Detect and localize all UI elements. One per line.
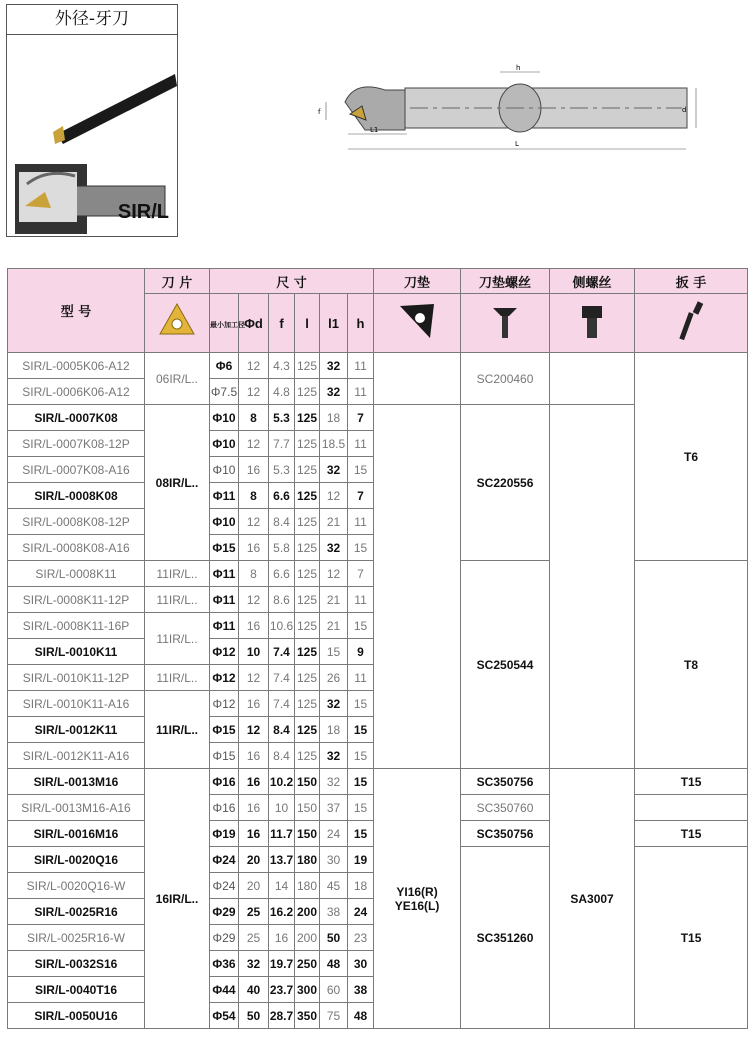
col-l: l [295,294,320,353]
l1-cell: 75 [320,1003,348,1029]
wrench-cell: T6 [635,353,748,561]
l-cell: 125 [295,717,320,743]
l-cell: 125 [295,353,320,379]
l1-cell: 32 [320,379,348,405]
model-cell: SIR/L-0008K11-16P [8,613,145,639]
h-cell: 7 [348,483,374,509]
h-cell: 11 [348,509,374,535]
l1-cell: 15 [320,639,348,665]
side-screw-icon [550,294,635,353]
l-cell: 125 [295,639,320,665]
d-cell: 10 [239,639,269,665]
min-bore-cell: Φ10 [210,457,239,483]
wrench-cell: T15 [635,821,748,847]
insert-cell: 06IR/L.. [145,353,210,405]
d-cell: 16 [239,769,269,795]
l-cell: 150 [295,821,320,847]
col-shim-screw: 刀垫螺丝 [461,269,550,294]
h-cell: 11 [348,379,374,405]
min-bore-cell: Φ54 [210,1003,239,1029]
f-cell: 7.4 [269,691,295,717]
model-cell: SIR/L-0008K08-A16 [8,535,145,561]
model-cell: SIR/L-0008K11 [8,561,145,587]
model-cell: SIR/L-0025R16 [8,899,145,925]
d-cell: 16 [239,535,269,561]
model-cell: SIR/L-0008K08 [8,483,145,509]
d-cell: 20 [239,873,269,899]
label-L1: L1 [370,126,379,134]
model-cell: SIR/L-0013M16 [8,769,145,795]
model-cell: SIR/L-0012K11-A16 [8,743,145,769]
min-bore-cell: Φ44 [210,977,239,1003]
shim-cell [374,353,461,405]
l1-cell: 50 [320,925,348,951]
min-bore-cell: Φ11 [210,483,239,509]
min-bore-cell: Φ7.5 [210,379,239,405]
col-h: h [348,294,374,353]
l-cell: 200 [295,899,320,925]
l1-cell: 21 [320,613,348,639]
wrench-cell: T15 [635,847,748,1029]
l-cell: 180 [295,873,320,899]
insert-cell: 16IR/L.. [145,769,210,1029]
d-cell: 16 [239,691,269,717]
d-cell: 16 [239,613,269,639]
l1-cell: 32 [320,457,348,483]
wrench-icon [635,294,748,353]
h-cell: 11 [348,353,374,379]
wrench-cell: T8 [635,561,748,769]
col-insert: 刀 片 [145,269,210,294]
l-cell: 250 [295,951,320,977]
l1-cell: 30 [320,847,348,873]
h-cell: 19 [348,847,374,873]
l1-cell: 60 [320,977,348,1003]
insert-cell: 08IR/L.. [145,405,210,561]
l-cell: 125 [295,613,320,639]
shim-screw-cell: SC220556 [461,405,550,561]
d-cell: 16 [239,795,269,821]
tool-bar-photo [53,74,177,144]
l1-cell: 12 [320,561,348,587]
l-cell: 125 [295,431,320,457]
l1-cell: 37 [320,795,348,821]
h-cell: 9 [348,639,374,665]
insert-cell: 11IR/L.. [145,665,210,691]
l-cell: 150 [295,769,320,795]
shim-screw-cell: SC350756 [461,821,550,847]
l-cell: 350 [295,1003,320,1029]
product-code: SIR/L [117,201,169,223]
shim-icon [374,294,461,353]
min-bore-cell: Φ29 [210,899,239,925]
f-cell: 19.7 [269,951,295,977]
l-cell: 150 [295,795,320,821]
l1-cell: 18 [320,405,348,431]
d-cell: 12 [239,509,269,535]
h-cell: 48 [348,1003,374,1029]
d-cell: 12 [239,665,269,691]
h-cell: 15 [348,691,374,717]
h-cell: 15 [348,457,374,483]
l-cell: 125 [295,561,320,587]
f-cell: 7.4 [269,665,295,691]
col-shim: 刀垫 [374,269,461,294]
min-bore-cell: Φ11 [210,561,239,587]
h-cell: 15 [348,535,374,561]
d-cell: 16 [239,821,269,847]
col-phi-d: Φd [239,294,269,353]
model-cell: SIR/L-0006K06-A12 [8,379,145,405]
d-cell: 25 [239,925,269,951]
l1-cell: 32 [320,353,348,379]
h-cell: 7 [348,561,374,587]
min-bore-cell: Φ24 [210,847,239,873]
min-bore-cell: Φ16 [210,769,239,795]
l1-cell: 32 [320,769,348,795]
model-cell: SIR/L-0040T16 [8,977,145,1003]
h-cell: 11 [348,665,374,691]
label-L: L [515,140,519,148]
min-bore-cell: Φ11 [210,587,239,613]
h-cell: 15 [348,821,374,847]
product-title: 外径-牙刀 [7,5,177,35]
model-cell: SIR/L-0050U16 [8,1003,145,1029]
l-cell: 200 [295,925,320,951]
model-cell: SIR/L-0020Q16-W [8,873,145,899]
h-cell: 24 [348,899,374,925]
f-cell: 6.6 [269,483,295,509]
insert-cell: 11IR/L.. [145,587,210,613]
f-cell: 10 [269,795,295,821]
h-cell: 11 [348,431,374,457]
insert-cell: 11IR/L.. [145,691,210,769]
l1-cell: 26 [320,665,348,691]
holder-shank [345,84,687,132]
l1-cell: 18.5 [320,431,348,457]
f-cell: 23.7 [269,977,295,1003]
f-cell: 6.6 [269,561,295,587]
d-cell: 16 [239,743,269,769]
f-cell: 28.7 [269,1003,295,1029]
h-cell: 18 [348,873,374,899]
shim-cell [374,405,461,769]
model-cell: SIR/L-0016M16 [8,821,145,847]
f-cell: 16.2 [269,899,295,925]
d-cell: 12 [239,431,269,457]
l1-cell: 24 [320,821,348,847]
l1-cell: 32 [320,691,348,717]
min-bore-cell: Φ15 [210,535,239,561]
l-cell: 125 [295,587,320,613]
col-model: 型 号 [8,269,145,353]
d-cell: 16 [239,457,269,483]
h-cell: 15 [348,795,374,821]
model-cell: SIR/L-0020Q16 [8,847,145,873]
l1-cell: 38 [320,899,348,925]
f-cell: 11.7 [269,821,295,847]
l-cell: 125 [295,535,320,561]
f-cell: 13.7 [269,847,295,873]
f-cell: 10.6 [269,613,295,639]
model-cell: SIR/L-0007K08-A16 [8,457,145,483]
col-side-screw: 侧螺丝 [550,269,635,294]
product-card [6,4,178,237]
model-cell: SIR/L-0013M16-A16 [8,795,145,821]
h-cell: 7 [348,405,374,431]
h-cell: 11 [348,587,374,613]
model-cell: SIR/L-0005K06-A12 [8,353,145,379]
d-cell: 8 [239,483,269,509]
l1-cell: 32 [320,743,348,769]
l-cell: 125 [295,483,320,509]
f-cell: 5.8 [269,535,295,561]
f-cell: 10.2 [269,769,295,795]
f-cell: 8.6 [269,587,295,613]
l1-cell: 12 [320,483,348,509]
model-cell: SIR/L-0008K08-12P [8,509,145,535]
wrench-cell: T15 [635,769,748,795]
table-row [8,769,748,795]
min-bore-cell: Φ16 [210,795,239,821]
d-cell: 20 [239,847,269,873]
h-cell: 30 [348,951,374,977]
f-cell: 16 [269,925,295,951]
min-bore-cell: Φ11 [210,613,239,639]
model-cell: SIR/L-0012K11 [8,717,145,743]
insert-cell: 11IR/L.. [145,613,210,665]
l1-cell: 45 [320,873,348,899]
col-dims: 尺 寸 [210,269,374,294]
l-cell: 125 [295,509,320,535]
f-cell: 4.8 [269,379,295,405]
f-cell: 5.3 [269,457,295,483]
side-screw-cell [550,405,635,769]
l-cell: 125 [295,457,320,483]
l-cell: 125 [295,379,320,405]
shim-screw-cell: SC350756 [461,769,550,795]
d-cell: 12 [239,587,269,613]
h-cell: 15 [348,717,374,743]
d-cell: 32 [239,951,269,977]
model-cell: SIR/L-0032S16 [8,951,145,977]
spec-table [7,268,748,1029]
table-row [8,353,748,379]
d-cell: 50 [239,1003,269,1029]
h-cell: 15 [348,769,374,795]
min-bore-cell: Φ24 [210,873,239,899]
l-cell: 125 [295,665,320,691]
d-cell: 12 [239,353,269,379]
min-bore-cell: Φ15 [210,743,239,769]
h-cell: 38 [348,977,374,1003]
f-cell: 7.7 [269,431,295,457]
min-bore-cell: Φ12 [210,691,239,717]
model-cell: SIR/L-0007K08 [8,405,145,431]
shim-screw-icon [461,294,550,353]
l1-cell: 32 [320,535,348,561]
d-cell: 12 [239,717,269,743]
col-min-bore: 最小加工径 [210,294,239,353]
min-bore-cell: Φ19 [210,821,239,847]
min-bore-cell: Φ10 [210,509,239,535]
wrench-cell [635,795,748,821]
min-bore-cell: Φ10 [210,431,239,457]
model-cell: SIR/L-0025R16-W [8,925,145,951]
d-cell: 8 [239,405,269,431]
shim-screw-cell: SC350760 [461,795,550,821]
l-cell: 180 [295,847,320,873]
l1-cell: 18 [320,717,348,743]
min-bore-cell: Φ12 [210,639,239,665]
l1-cell: 21 [320,509,348,535]
side-screw-cell: SA3007 [550,769,635,1029]
h-cell: 23 [348,925,374,951]
col-wrench: 扳 手 [635,269,748,294]
label-h: h [516,64,521,72]
d-cell: 12 [239,379,269,405]
l-cell: 300 [295,977,320,1003]
l-cell: 125 [295,743,320,769]
label-f: f [318,108,321,116]
min-bore-cell: Φ12 [210,665,239,691]
d-cell: 25 [239,899,269,925]
shim-cell: YI16(R) YE16(L) [374,769,461,1029]
shim-screw-cell: SC250544 [461,561,550,769]
min-bore-cell: Φ36 [210,951,239,977]
col-l1: l1 [320,294,348,353]
model-cell: SIR/L-0010K11-A16 [8,691,145,717]
min-bore-cell: Φ10 [210,405,239,431]
shim-screw-cell: SC200460 [461,353,550,405]
h-cell: 15 [348,743,374,769]
l-cell: 125 [295,691,320,717]
d-cell: 8 [239,561,269,587]
insert-cell: 11IR/L.. [145,561,210,587]
min-bore-cell: Φ29 [210,925,239,951]
f-cell: 5.3 [269,405,295,431]
model-cell: SIR/L-0010K11 [8,639,145,665]
shim-screw-cell: SC351260 [461,847,550,1029]
min-bore-cell: Φ6 [210,353,239,379]
side-screw-cell [550,353,635,405]
f-cell: 7.4 [269,639,295,665]
f-cell: 4.3 [269,353,295,379]
l1-cell: 21 [320,587,348,613]
model-cell: SIR/L-0010K11-12P [8,665,145,691]
d-cell: 40 [239,977,269,1003]
tool-drawing [310,62,690,162]
model-cell: SIR/L-0007K08-12P [8,431,145,457]
f-cell: 8.4 [269,509,295,535]
f-cell: 8.4 [269,717,295,743]
model-cell: SIR/L-0008K11-12P [8,587,145,613]
label-d: d [682,106,687,114]
f-cell: 8.4 [269,743,295,769]
h-cell: 15 [348,613,374,639]
l-cell: 125 [295,405,320,431]
insert-icon [145,294,210,353]
l1-cell: 48 [320,951,348,977]
col-f: f [269,294,295,353]
min-bore-cell: Φ15 [210,717,239,743]
f-cell: 14 [269,873,295,899]
